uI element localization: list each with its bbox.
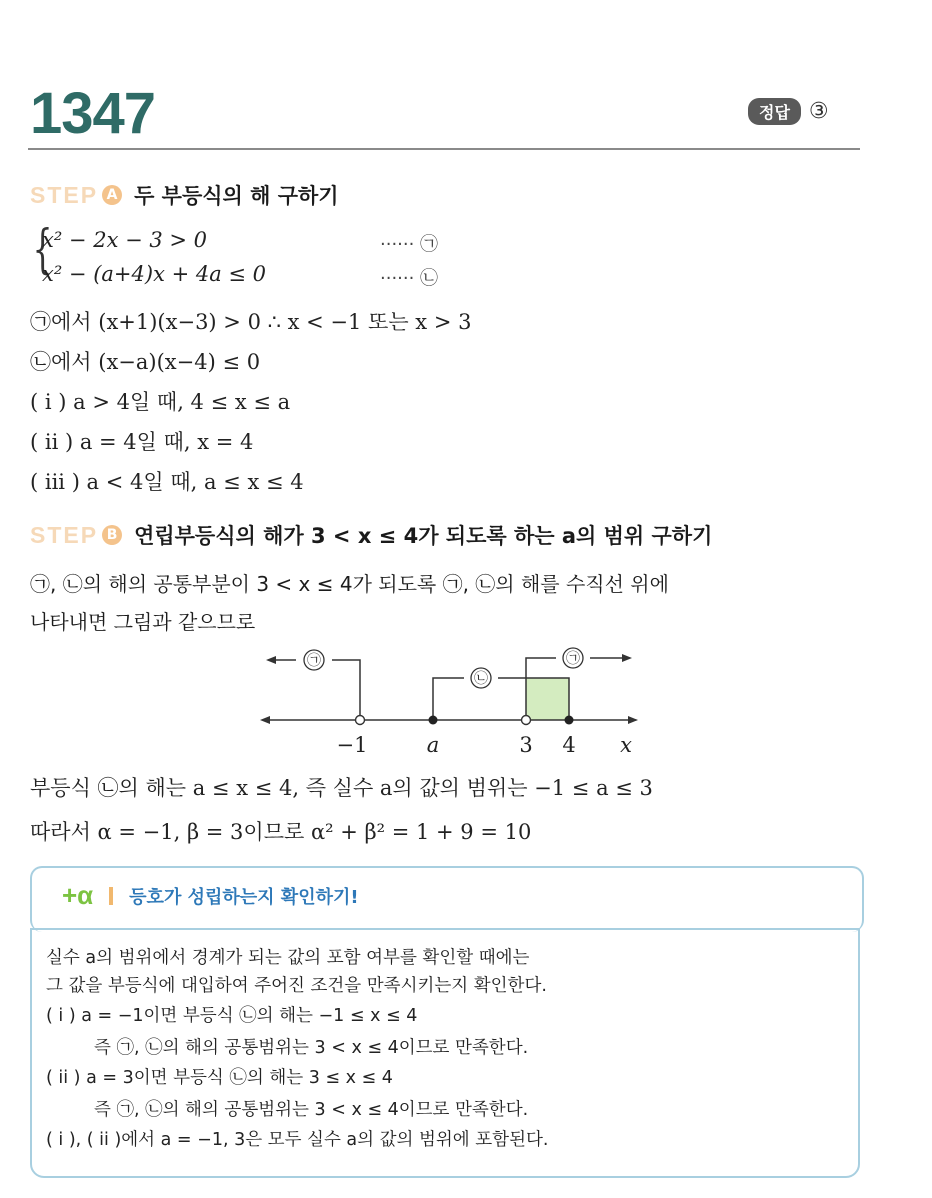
header-divider [28,148,860,150]
point-3-open [522,716,531,725]
conclusion-line: 따라서 α = −1, β = 3이므로 α² + β² = 1 + 9 = 10 [30,820,532,844]
system-eq1: x² − 2x − 3 > 0 [42,228,208,252]
tip-divider [109,887,113,905]
tip-line: 실수 a의 범위에서 경계가 되는 값의 포함 여부를 확인할 때에는 [46,948,530,968]
tick-label: 4 [562,733,576,757]
conclusion-line: 부등식 ㉡의 해는 a ≤ x ≤ 4, 즉 실수 a의 값의 범위는 −1 ≤ a ≤ 3 [30,776,653,800]
step-a-heading [30,180,339,210]
axis-arrow-right [628,716,638,724]
solution-line: ( ii ) a = 4일 때, x = 4 [30,430,254,454]
common-region [526,678,569,720]
point-minus1-open [356,716,365,725]
marker-3-label: ㉠ [566,651,580,667]
paragraph-line: 나타내면 그림과 같으므로 [30,610,256,634]
system-eq2: x² − (a+4)x + 4a ≤ 0 [42,262,267,286]
ray-3-arrow [622,654,632,662]
solution-line: ㉡에서 (x−a)(x−4) ≤ 0 [30,350,261,374]
solution-line: ( iii ) a < 4일 때, a ≤ x ≤ 4 [30,470,304,494]
paragraph-line: ㉠, ㉡의 해의 공통부분이 3 < x ≤ 4가 되도록 ㉠, ㉡의 해를 수직선 위에 [30,572,669,596]
tip-line: ( ii ) a = 3이면 부등식 ㉡의 해는 3 ≤ x ≤ 4 [46,1068,393,1088]
tip-title: 등호가 성립하는지 확인하기! [129,886,359,908]
tick-label: −1 [336,733,368,757]
number-line-diagram [260,640,650,760]
step-b-heading [30,520,712,550]
tip-line: 즉 ㉠, ㉡의 해의 공통범위는 3 < x ≤ 4이므로 만족한다. [94,1100,529,1120]
tip-line: ( i ) a = −1이면 부등식 ㉡의 해는 −1 ≤ x ≤ 4 [46,1006,418,1026]
solution-line: ㉠에서 (x+1)(x−3) > 0 ∴ x < −1 또는 x > 3 [30,310,472,334]
step-a-letter: A [102,185,122,205]
step-a-badge: STEP [30,181,99,208]
axis-arrow-left [260,716,270,724]
answer-value: ③ [808,99,829,124]
axis-label: x [620,733,632,757]
system-eq2-marker: ······ ㉡ [380,268,439,289]
ray-1-bracket [332,660,360,720]
solution-line: ( i ) a > 4일 때, 4 ≤ x ≤ a [30,390,291,414]
answer-block [748,98,829,125]
tip-line: 그 값을 부등식에 대입하여 주어진 조건을 만족시키는지 확인한다. [46,976,547,996]
marker-1-label: ㉠ [307,653,321,669]
seg-2-left [433,678,464,720]
ray-1-arrow [266,656,276,664]
plus-alpha-icon: +α [62,880,94,910]
system-brace: { [32,220,53,280]
tip-line: ( i ), ( ii )에서 a = −1, 3은 모두 실수 a의 값의 범위에 포함된다. [46,1130,549,1150]
tip-line: 즉 ㉠, ㉡의 해의 공통범위는 3 < x ≤ 4이므로 만족한다. [94,1038,529,1058]
point-a-closed [429,716,438,725]
tick-label: a [426,733,440,757]
step-b-badge: STEP [30,521,99,548]
point-4-closed [565,716,574,725]
problem-number: 1347 [30,81,156,146]
system-eq1-marker: ······ ㉠ [380,234,439,255]
step-a-title: 두 부등식의 해 구하기 [134,184,339,208]
tick-label: 3 [519,733,533,757]
step-b-title: 연립부등식의 해가 3 < x ≤ 4가 되도록 하는 a의 범위 구하기 [134,524,713,548]
marker-2-label: ㉡ [474,671,488,687]
answer-badge: 정답 [748,98,801,125]
tip-header [62,880,359,911]
step-b-letter: B [102,525,122,545]
